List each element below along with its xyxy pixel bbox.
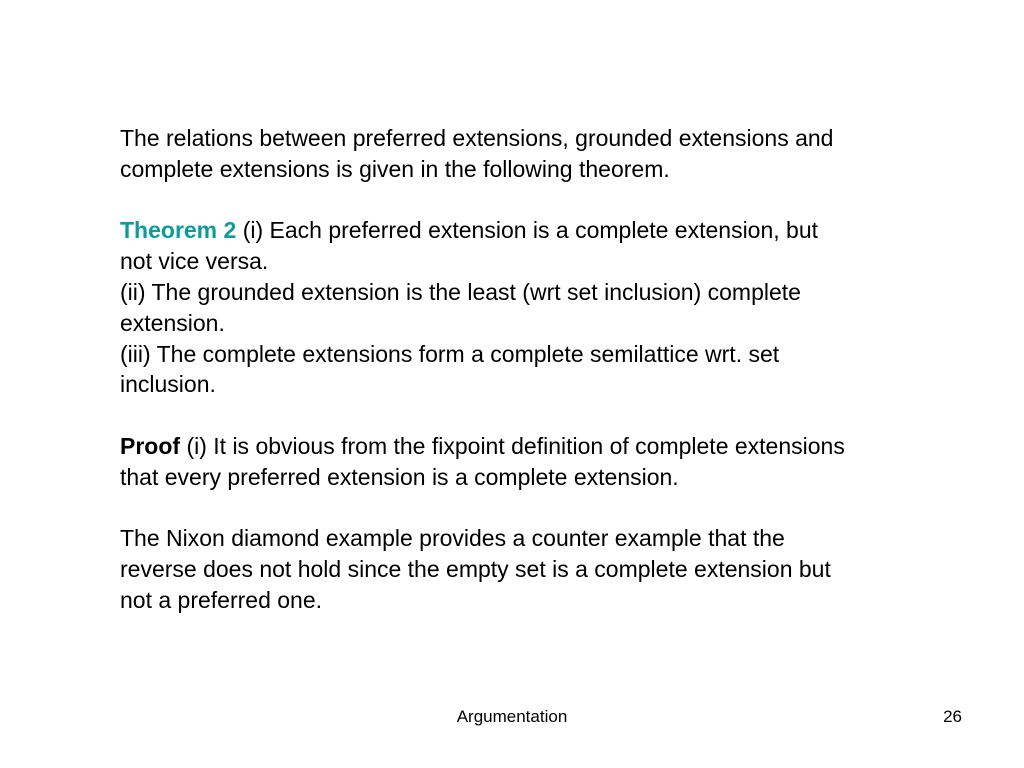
theorem-part-iii-line-2: inclusion.: [120, 371, 216, 398]
theorem-label: Theorem 2: [120, 217, 237, 244]
proof-paragraph: [120, 431, 940, 493]
proof-line-2: that every preferred extension is a complete extension.: [120, 463, 679, 490]
theorem-part-ii-line-2: extension.: [120, 309, 225, 336]
proof-label: Proof: [120, 432, 181, 459]
footer-title: Argumentation: [456, 707, 568, 726]
counter-example-line-1: The Nixon diamond example provides a counter example that the: [120, 525, 785, 552]
intro-paragraph: [120, 123, 940, 185]
theorem-paragraph: [120, 215, 940, 400]
page-number: 26: [943, 707, 962, 726]
intro-line-2: complete extensions is given in the following theorem.: [120, 155, 670, 182]
paragraph-gap: [120, 493, 940, 524]
intro-line-1: The relations between preferred extensions, grounded extensions and: [120, 125, 834, 151]
counter-example-paragraph: [120, 523, 940, 615]
proof-line-1: (i) It is obvious from the fixpoint definition of complete extensions: [186, 432, 845, 459]
paragraph-gap: [120, 185, 940, 216]
theorem-part-ii-line-1: (ii) The grounded extension is the least (wrt set inclusion) complete: [120, 278, 801, 305]
counter-example-line-3: not a preferred one.: [120, 586, 323, 613]
theorem-part-i-line-1: (i) Each preferred extension is a complete extension, but: [242, 217, 819, 244]
slide-body: [120, 123, 940, 616]
theorem-part-iii-line-1: (iii) The complete extensions form a complete semilattice wrt. set: [120, 340, 780, 367]
counter-example-line-2: reverse does not hold since the empty set is a complete extension but: [120, 556, 831, 583]
paragraph-gap: [120, 400, 940, 431]
theorem-part-i-line-2: not vice versa.: [120, 248, 269, 275]
